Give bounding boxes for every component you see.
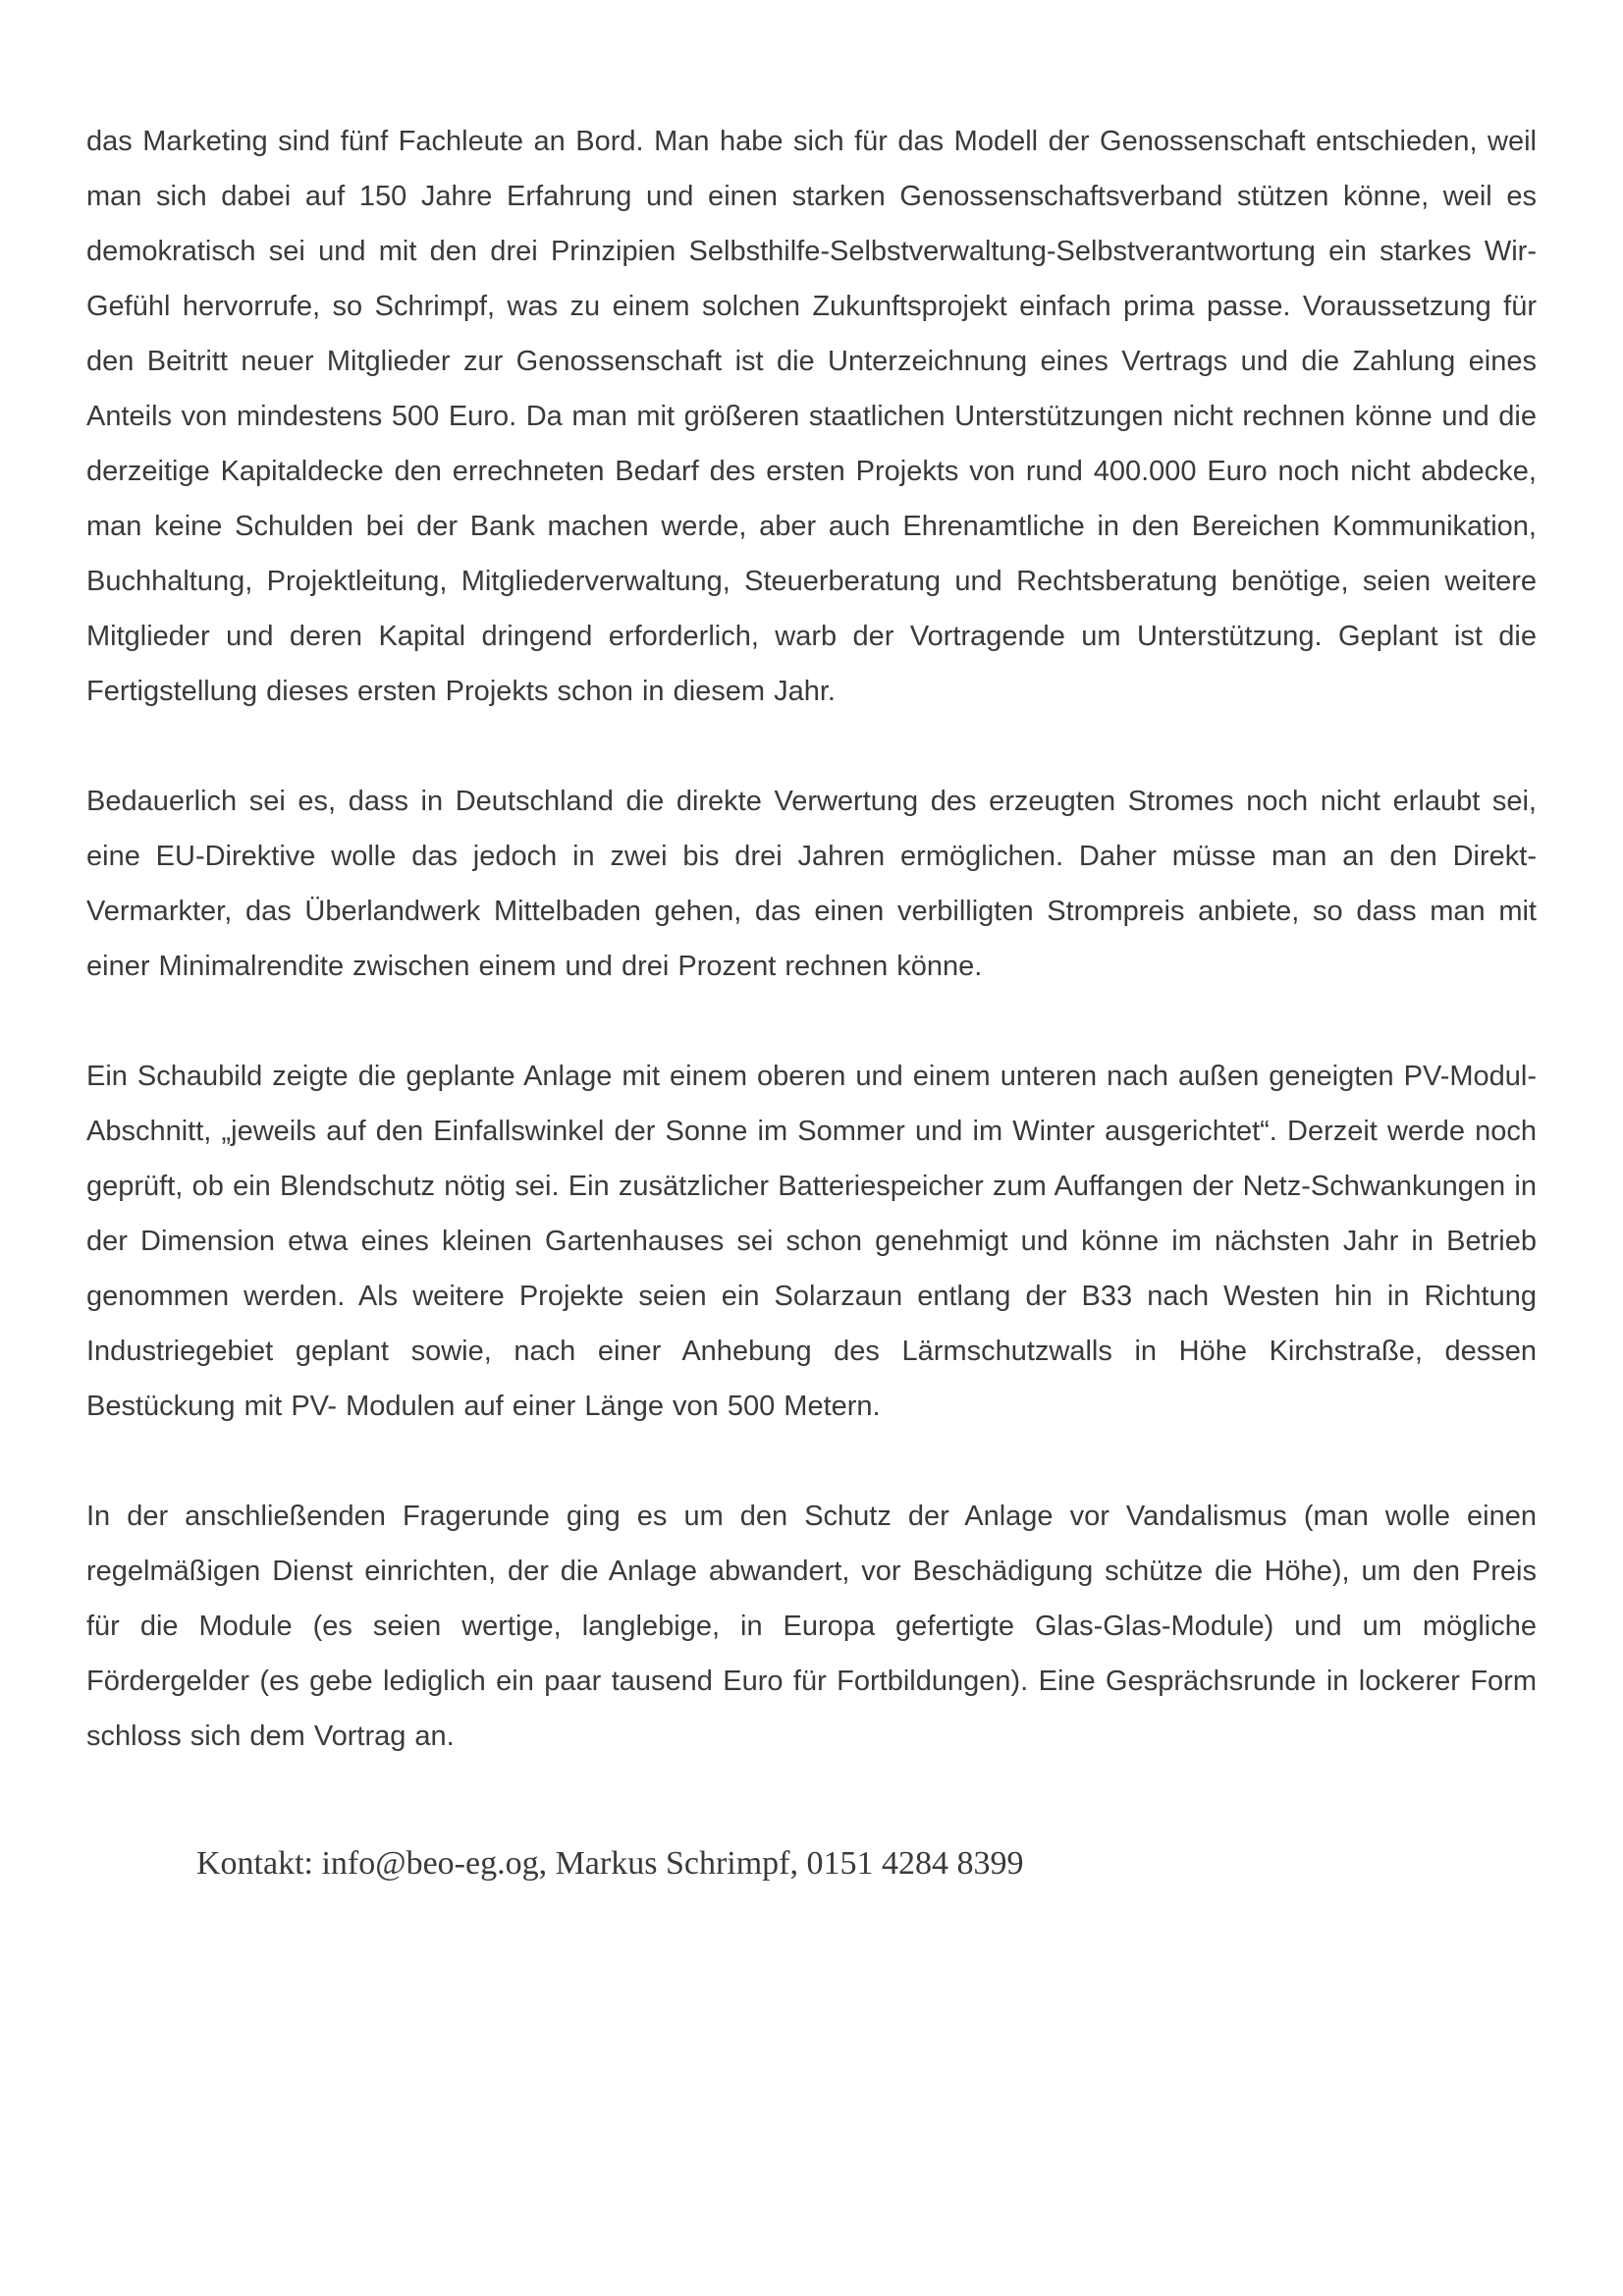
contact-line: Kontakt: info@beo-eg.og, Markus Schrimpf, 0151 4284 8399 (196, 1845, 1024, 1882)
paragraph-fragerunde: In der anschließenden Fragerunde ging es um den Schutz der Anlage vor Vandalismus (man wolle einen regelmäßigen Dienst einrichten, der die Anlage abwandert, vor Beschädigung schütze die Höhe), um den Preis für die Module (es seien wertige, langlebige, in Europa gefertigte Glas-Glas-Module) und um mögliche Fördergelder (es gebe lediglich ein paar tausend Euro für Fortbildungen). Eine Gesprächsrunde in lockerer Form schloss sich dem Vortrag an. (86, 1501, 1537, 1752)
document-body (86, 114, 1537, 1764)
paragraph-marketing-genossenschaft: das Marketing sind fünf Fachleute an Bord. Man habe sich für das Modell der Genossenschaft entschieden, weil man sich dabei auf 150 Jahre Erfahrung und einen starken Genossenschaftsverband stützen könne, weil es demokratisch sei und mit den drei Prinzipien Selbsthilfe-Selbstverwaltung-Selbstverantwortung ein starkes Wir-Gefühl hervorrufe, so Schrimpf, was zu einem solchen Zukunftsprojekt einfach prima passe. Voraussetzung für den Beitritt neuer Mitglieder zur Genossenschaft ist die Unterzeichnung eines Vertrags und die Zahlung eines Anteils von mindestens 500 Euro. Da man mit größeren staatlichen Unterstützungen nicht rechnen könne und die derzeitige Kapitaldecke den errechneten Bedarf des ersten Projekts von rund 400.000 Euro noch nicht abdecke, man keine Schulden bei der Bank machen werde, aber auch Ehrenamtliche in den Bereichen Kommunikation, Buchhaltung, Projektleitung, Mitgliederverwaltung, Steuerberatung und Rechtsberatung benötige, seien weitere Mitglieder und deren Kapital dringend erforderlich, warb der Vortragende um Unterstützung. Geplant ist die Fertigstellung dieses ersten Projekts schon in diesem Jahr. (86, 126, 1537, 707)
paragraph-stromverwertung: Bedauerlich sei es, dass in Deutschland die direkte Verwertung des erzeugten Stromes noch nicht erlaubt sei, eine EU-Direktive wolle das jedoch in zwei bis drei Jahren ermöglichen. Daher müsse man an den Direkt-Vermarkter, das Überlandwerk Mittelbaden gehen, das einen verbilligten Strompreis anbiete, so dass man mit einer Minimalrendite zwischen einem und drei Prozent rechnen könne. (86, 786, 1537, 982)
paragraph-schaubild-projekte: Ein Schaubild zeigte die geplante Anlage mit einem oberen und einem unteren nach außen geneigten PV-Modul-Abschnitt, „jeweils auf den Einfallswinkel der Sonne im Sommer und im Winter ausgerichtet“. Derzeit werde noch geprüft, ob ein Blendschutz nötig sei. Ein zusätzlicher Batteriespeicher zum Auffangen der Netz-Schwankungen in der Dimension etwa eines kleinen Gartenhauses sei schon genehmigt und könne im nächsten Jahr in Betrieb genommen werden. Als weitere Projekte seien ein Solarzaun entlang der B33 nach Westen hin in Richtung Industriegebiet geplant sowie, nach einer Anhebung des Lärmschutzwalls in Höhe Kirchstraße, dessen Bestückung mit PV- Modulen auf einer Länge von 500 Metern. (86, 1061, 1537, 1422)
